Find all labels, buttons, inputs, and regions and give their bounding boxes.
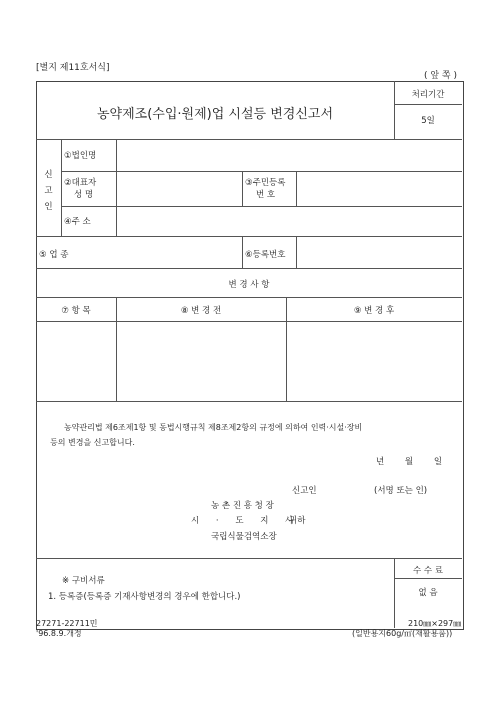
declaration-date: 년 월 일 — [376, 457, 443, 467]
col-divider-2 — [286, 297, 287, 401]
addressee-suffix: 귀하 — [289, 516, 306, 526]
row-rule-col-headers — [36, 321, 462, 322]
declaration-line-1: 농약관리법 제6조제1항 및 동법시행규칙 제8조제2항의 규정에 의하여 인력·시설·장비 — [64, 423, 363, 432]
footer-revised: '96.8.9.개정 — [36, 629, 82, 638]
changes-heading: 변 경 사 항 — [228, 280, 270, 290]
address-label: ④주 소 — [64, 217, 91, 227]
attachments-item-1: 1. 등록증(등록증 기재사항변경의 경우에 한합니다.) — [48, 592, 241, 602]
fee-label: 수 수 료 — [412, 566, 444, 576]
footer-size: 210㎜×297㎜ — [408, 619, 462, 628]
applicant-label-divider — [116, 139, 117, 236]
form-border — [36, 81, 464, 630]
signer-note: (서명 또는 인) — [374, 486, 428, 496]
addressee-rda: 농 촌 진 흥 청 장 — [211, 501, 274, 511]
applicant-side-char-2: 고 — [44, 186, 53, 196]
rrn-label-2: 번 호 — [256, 190, 276, 200]
row-rule-business — [36, 268, 462, 269]
page-side-label: ( 앞 쪽 ) — [424, 71, 457, 81]
footer-code: 27271-22711민 — [36, 619, 98, 628]
reg-no-label: ⑥등록번호 — [245, 250, 286, 260]
col-after-header: ⑨ 변 경 후 — [353, 306, 395, 316]
corp-name-label: ①법인명 — [64, 151, 97, 161]
processing-label: 처리기간 — [411, 90, 445, 100]
col-before-header: ⑧ 변 경 전 — [180, 306, 222, 316]
business-divider-left — [242, 236, 243, 268]
applicant-side-char-1: 신 — [44, 170, 53, 180]
row-rule-declaration — [36, 558, 462, 559]
declaration-line-2: 등의 변경을 신고합니다. — [50, 438, 135, 447]
row-rule-changes-body — [36, 401, 462, 402]
applicant-side-divider — [61, 139, 62, 236]
row-rule-corp — [61, 171, 462, 172]
row-rule-changes-heading — [36, 297, 462, 298]
rrn-label-1: ③주민등록 — [245, 178, 286, 188]
fee-rule — [394, 578, 462, 579]
form-title: 농약제조(수입·원제)업 시설등 변경신고서 — [96, 107, 334, 122]
footer-paper: (일반용지60g/㎡(재활용품)) — [352, 629, 453, 638]
business-divider-right — [296, 236, 297, 268]
attachments-heading: ※ 구비서류 — [62, 576, 105, 586]
rrn-divider-right — [296, 171, 297, 206]
row-rule-address — [36, 236, 462, 237]
title-bottom-rule — [36, 139, 462, 140]
rrn-divider-left — [242, 171, 243, 206]
rep-name-label-2: 성 명 — [74, 190, 94, 200]
business-type-label: ⑤ 업 종 — [39, 250, 69, 260]
col-item-header: ⑦ 항 목 — [61, 306, 91, 316]
signer-label: 신고인 — [292, 486, 317, 496]
fee-value: 없 음 — [418, 588, 438, 598]
processing-divider — [394, 104, 462, 105]
row-rule-rep — [61, 206, 462, 207]
col-divider-1 — [116, 297, 117, 401]
applicant-side-char-3: 인 — [44, 202, 53, 212]
form-label: [별지 제11호서식] — [36, 63, 110, 73]
processing-value: 5일 — [421, 116, 435, 126]
rep-name-label-1: ②대표자 — [64, 178, 97, 188]
addressee-governor: 시 · 도 지 사 — [191, 516, 294, 526]
addressee-quarantine: 국립식물검역소장 — [211, 532, 277, 542]
